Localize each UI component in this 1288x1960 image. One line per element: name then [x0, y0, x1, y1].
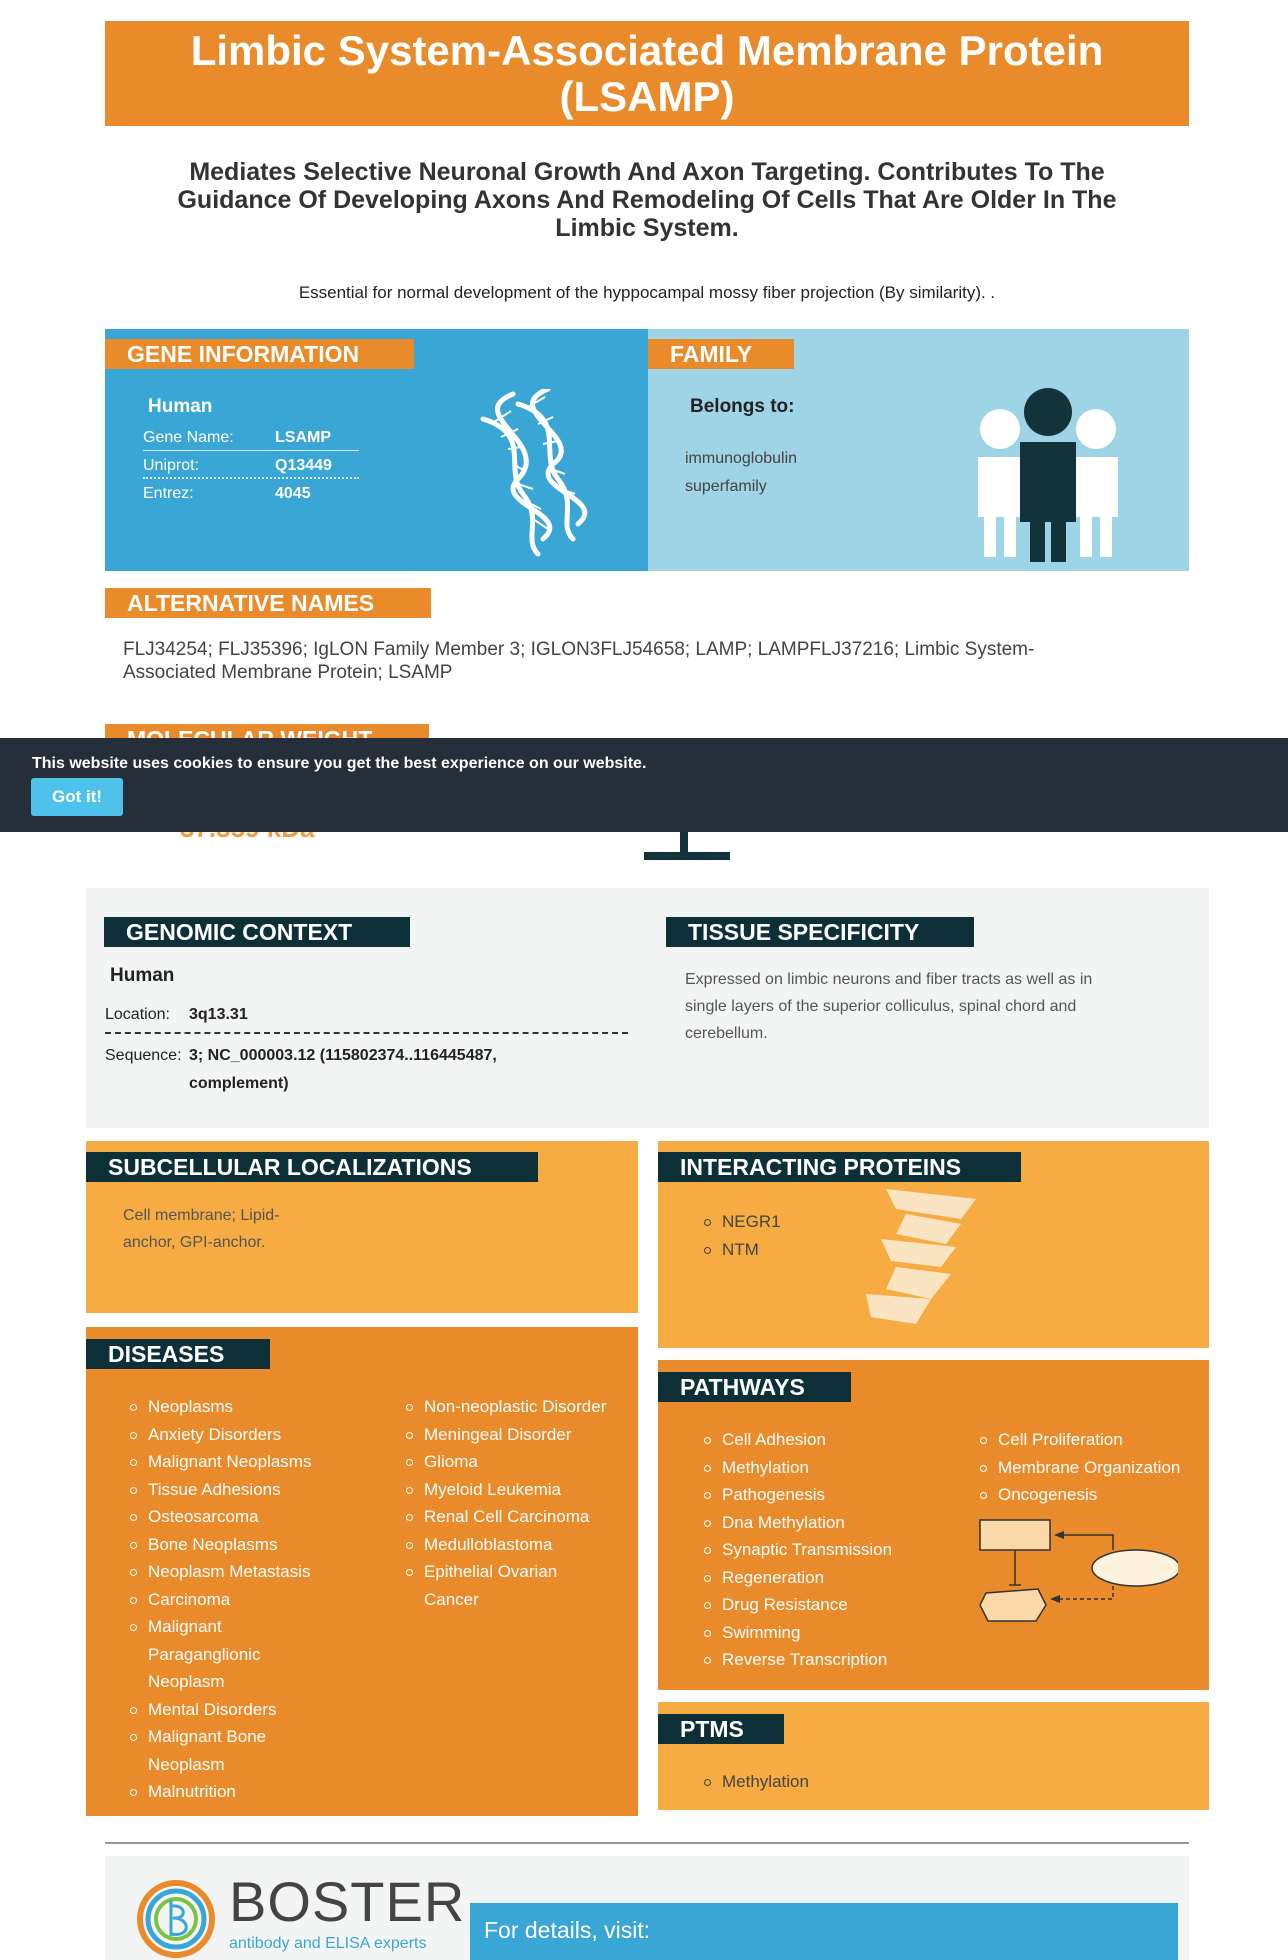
list-item[interactable]: Medulloblastoma [404, 1531, 634, 1559]
list-item[interactable] [128, 1723, 358, 1778]
belongs-to-label: Belongs to: [690, 396, 795, 417]
boster-logo-icon[interactable] [135, 1878, 217, 1960]
gene-name-value: LSAMP [275, 429, 331, 446]
list-item[interactable] [404, 1558, 634, 1613]
diseases-panel [86, 1327, 638, 1816]
gene-name-row [143, 424, 359, 451]
pathways-list-col2 [978, 1426, 1208, 1509]
list-item[interactable]: Tissue Adhesions [128, 1476, 358, 1504]
list-item-line: Neoplasm [148, 1754, 225, 1774]
list-item[interactable]: Regeneration [702, 1564, 952, 1592]
list-item[interactable]: Malnutrition [128, 1778, 358, 1806]
list-item[interactable]: Anxiety Disorders [128, 1421, 358, 1449]
interacting-proteins-list [702, 1208, 781, 1263]
brand-name[interactable]: BOSTER [229, 1870, 466, 1933]
list-item[interactable]: Bone Neoplasms [128, 1531, 358, 1559]
list-item[interactable]: Osteosarcoma [128, 1503, 358, 1531]
list-item[interactable]: Renal Cell Carcinoma [404, 1503, 634, 1531]
list-item-line: Epithelial Ovarian [424, 1562, 558, 1581]
tissue-specificity-heading: TISSUE SPECIFICITY [666, 917, 974, 947]
pathway-diagram-icon [978, 1515, 1178, 1625]
sequence-row [105, 1042, 628, 1092]
interacting-proteins-panel [658, 1141, 1209, 1348]
location-label: Location: [105, 1006, 170, 1023]
genomic-species: Human [110, 965, 175, 986]
sequence-label: Sequence: [105, 1047, 182, 1064]
pathways-heading: PATHWAYS [658, 1372, 851, 1402]
family-value-line: immunoglobulin [685, 450, 798, 467]
list-item[interactable]: Myeloid Leukemia [404, 1476, 634, 1504]
brand-tagline: antibody and ELISA experts [229, 1935, 427, 1952]
cookie-accept-button[interactable]: Got it! [31, 778, 123, 816]
list-item[interactable]: Mental Disorders [128, 1696, 358, 1724]
list-item[interactable]: Glioma [404, 1448, 634, 1476]
list-item[interactable]: Cell Proliferation [978, 1426, 1208, 1454]
location-value: 3q13.31 [189, 1006, 248, 1023]
genomic-context-panel [86, 888, 1209, 1128]
list-item[interactable]: Dna Methylation [702, 1509, 952, 1537]
footer-divider [105, 1842, 1189, 1844]
ptms-panel [658, 1702, 1209, 1810]
sequence-value [189, 1042, 497, 1098]
list-item[interactable]: Neoplasm Metastasis [128, 1558, 358, 1586]
list-item[interactable]: Malignant Neoplasms [128, 1448, 358, 1476]
list-item[interactable]: Methylation [702, 1768, 809, 1796]
list-item-line: Cancer [424, 1589, 479, 1609]
list-item[interactable]: Oncogenesis [978, 1481, 1208, 1509]
diseases-list-col2 [404, 1393, 634, 1613]
list-item-line: Neoplasm [148, 1672, 225, 1691]
dna-helix-icon [463, 389, 613, 559]
list-item[interactable]: Non-neoplastic Disorder [404, 1393, 634, 1421]
list-item[interactable]: NEGR1 [702, 1208, 781, 1236]
diseases-heading: DISEASES [86, 1339, 270, 1369]
sequence-value-line: 3; NC_000003.12 (115802374..116445487, [189, 1047, 497, 1064]
entrez-value[interactable]: 4045 [275, 485, 311, 502]
pathways-list-col1 [702, 1426, 952, 1674]
list-item[interactable]: Meningeal Disorder [404, 1421, 634, 1449]
list-item-line: Malignant Bone [148, 1727, 267, 1746]
gene-species: Human [148, 396, 213, 417]
list-item[interactable]: Membrane Organization [978, 1454, 1208, 1482]
gene-information-heading: GENE INFORMATION [105, 339, 414, 369]
details-link-box[interactable] [470, 1903, 1178, 1960]
uniprot-label: Uniprot: [143, 457, 200, 474]
cookie-consent-bar [0, 738, 1288, 832]
location-row [105, 1006, 628, 1034]
list-item-line: Malignant [148, 1617, 222, 1636]
list-item[interactable]: Drug Resistance [702, 1591, 952, 1619]
alternative-names-text: FLJ34254; FLJ35396; IgLON Family Member 3; IGLON3FLJ54658; LAMP; LAMPFLJ37216; Limbic System-Associated Membrane Protein; LSAMP [123, 639, 1035, 683]
gene-information-panel [105, 329, 648, 571]
subcellular-localizations-panel [86, 1141, 638, 1313]
subcellular-text [123, 1202, 280, 1256]
sequence-value-line: complement) [189, 1075, 289, 1092]
list-item[interactable]: Carcinoma [128, 1586, 358, 1614]
family-panel [648, 329, 1189, 571]
page-title: Limbic System-Associated Membrane Protein (LSAMP) [105, 21, 1189, 126]
list-item[interactable]: Synaptic Transmission [702, 1536, 952, 1564]
list-item[interactable] [128, 1613, 358, 1696]
entrez-row [143, 480, 359, 507]
protein-ribbon-icon [866, 1189, 981, 1329]
uniprot-value[interactable]: Q13449 [275, 457, 332, 474]
list-item-line: Paraganglionic [148, 1644, 261, 1664]
list-item[interactable]: Pathogenesis [702, 1481, 952, 1509]
list-item[interactable]: NTM [702, 1236, 781, 1264]
list-item[interactable]: Methylation [702, 1454, 952, 1482]
function-description: Essential for normal development of the hyppocampal mossy fiber projection (By similarity). . [298, 283, 996, 302]
family-value [685, 445, 797, 501]
genomic-context-heading: GENOMIC CONTEXT [104, 917, 410, 947]
list-item[interactable]: Cell Adhesion [702, 1426, 952, 1454]
cookie-message: This website uses cookies to ensure you get the best experience on our website. [32, 755, 647, 772]
subcellular-line: Cell membrane; Lipid- [123, 1207, 280, 1224]
gene-name-label: Gene Name: [143, 429, 234, 446]
list-item[interactable]: Neoplasms [128, 1393, 358, 1421]
visit-label: For details, visit: [484, 1917, 651, 1943]
subcellular-localizations-heading: SUBCELLULAR LOCALIZATIONS [86, 1152, 538, 1182]
alternative-names-heading: ALTERNATIVE NAMES [105, 588, 431, 618]
family-heading: FAMILY [648, 339, 794, 369]
ptms-heading: PTMS [658, 1714, 784, 1744]
pathways-panel [658, 1360, 1209, 1690]
family-value-line: superfamily [685, 478, 767, 495]
diseases-list-col1 [128, 1393, 358, 1806]
entrez-label: Entrez: [143, 485, 194, 502]
list-item[interactable]: Reverse Transcription [702, 1646, 952, 1674]
tissue-specificity-text: Expressed on limbic neurons and fiber tracts as well as in single layers of the superior colliculus, spinal chord and cerebellum. [685, 971, 1093, 1042]
interacting-proteins-heading: INTERACTING PROTEINS [658, 1152, 1021, 1182]
subcellular-line: anchor, GPI-anchor. [123, 1234, 266, 1251]
people-group-icon [968, 387, 1128, 562]
protein-summary: Mediates Selective Neuronal Growth And Axon Targeting. Contributes To The Guidance Of Developing Axons And Remodeling Of Cells That Are Older In The Limbic System. [177, 158, 1117, 242]
uniprot-row [143, 452, 359, 479]
ptms-list [702, 1768, 809, 1796]
list-item[interactable]: Swimming [702, 1619, 952, 1647]
